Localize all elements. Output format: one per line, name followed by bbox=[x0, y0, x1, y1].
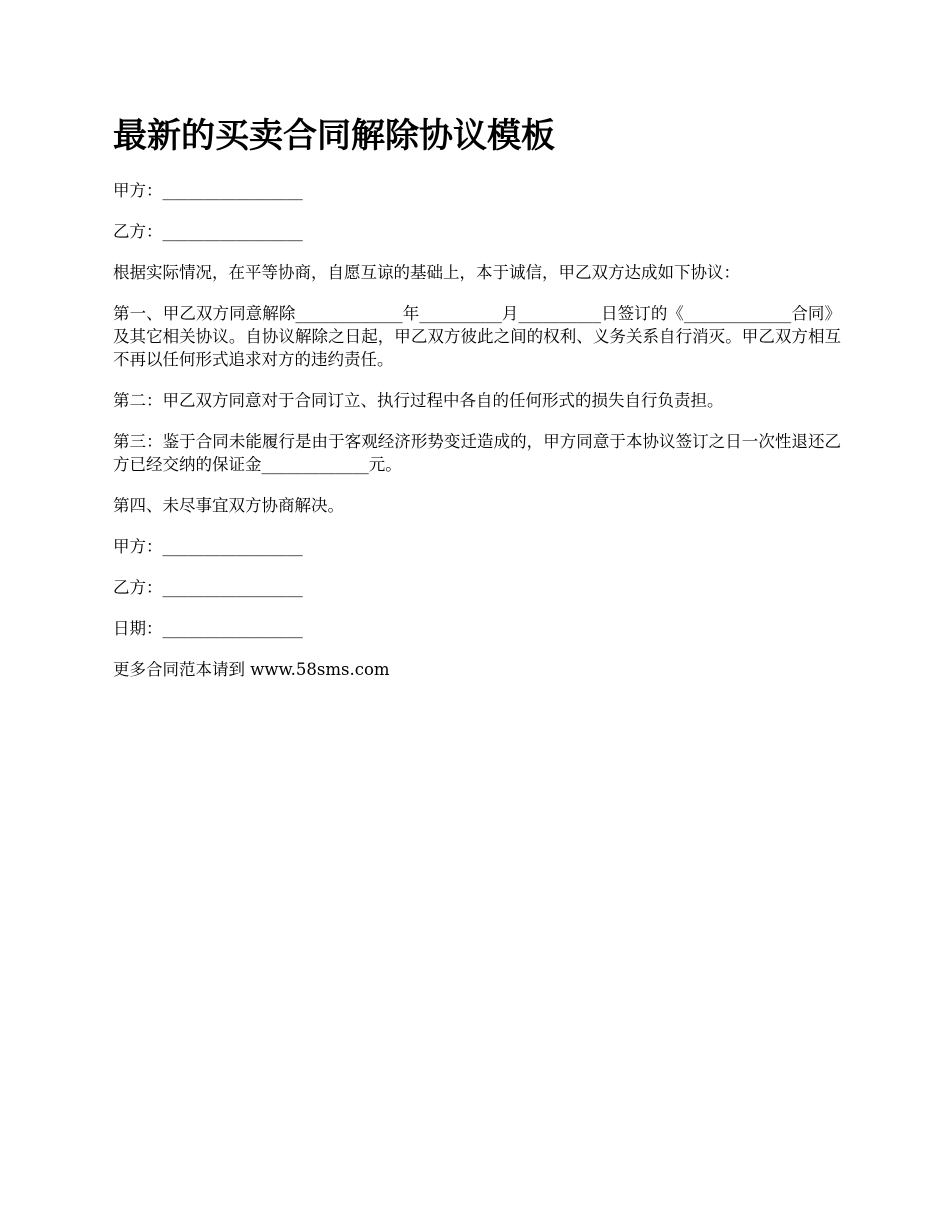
clause-4: 第四、未尽事宜双方协商解决。 bbox=[113, 496, 344, 515]
signature-date: 日期：_________________ bbox=[113, 619, 303, 638]
party-b-line: 乙方：_________________ bbox=[113, 222, 303, 241]
clause-2: 第二：甲乙双方同意对于合同订立、执行过程中各自的任何形式的损失自行负责担。 bbox=[113, 391, 724, 410]
intro-paragraph: 根据实际情况，在平等协商，自愿互谅的基础上，本于诚信，甲乙双方达成如下协议： bbox=[113, 263, 740, 282]
document-title: 最新的买卖合同解除协议模板 bbox=[113, 116, 555, 156]
footer-note: 更多合同范本请到 www.58sms.com bbox=[113, 660, 390, 679]
signature-party-b: 乙方：_________________ bbox=[113, 578, 303, 597]
document-page bbox=[113, 112, 841, 681]
clause-3: 第三：鉴于合同未能履行是由于客观经济形势变迁造成的，甲方同意于本协议签订之日一次性退还乙方已经交纳的保证金_____________元。 bbox=[113, 432, 841, 474]
signature-party-a: 甲方：_________________ bbox=[113, 537, 303, 556]
party-a-line: 甲方：_________________ bbox=[113, 181, 303, 200]
clause-1: 第一、甲乙双方同意解除_____________年__________月__________日签订的《_____________合同》及其它相关协议。自协议解除之日起，甲乙双方彼此之间的权利、义务关系自行消灭。甲乙双方相互不再以任何形式追求对方的违约责任。 bbox=[113, 304, 841, 369]
